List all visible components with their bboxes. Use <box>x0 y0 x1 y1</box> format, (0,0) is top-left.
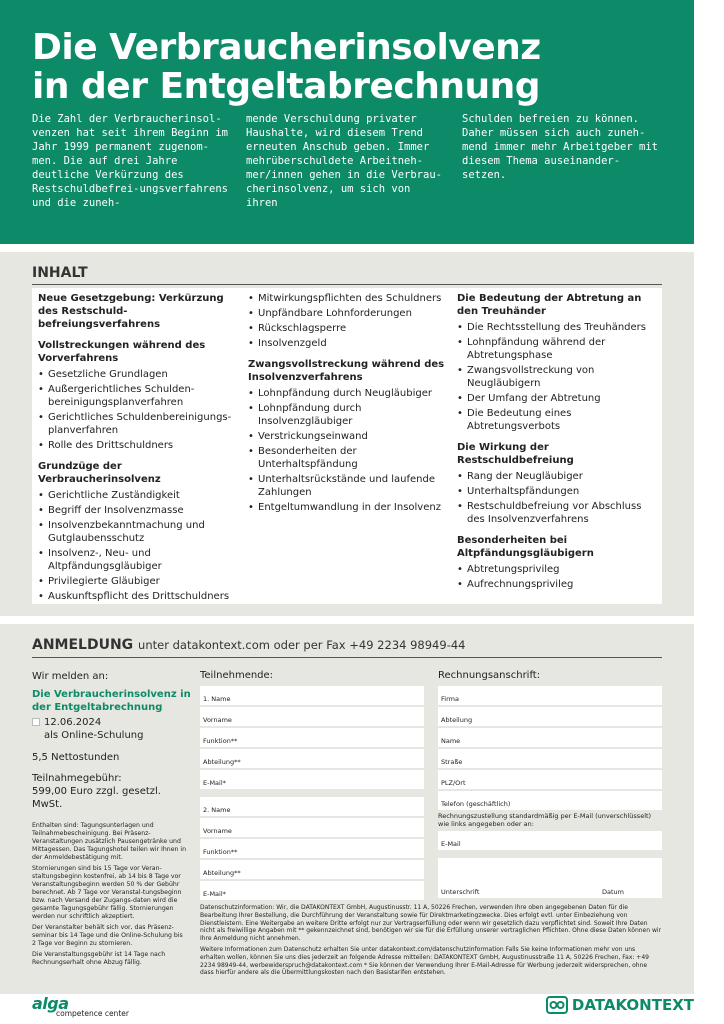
registration-section <box>0 624 694 994</box>
participant-2-name-field[interactable]: 2. Name <box>200 797 424 816</box>
contents-list-item: • Gerichtliches Schuldenbereinigungs-planverfahren <box>38 411 242 437</box>
contents-list-item: • Begriff der Insolvenzmasse <box>38 504 242 517</box>
contents-list-item: • Verstrickungseinwand <box>248 430 454 443</box>
participant-1-function-field[interactable]: Funktion** <box>200 728 424 747</box>
billing-email-note: Rechnungszustellung standardmäßig per E-Mail (unverschlüsselt) wie links angegeben oder an: <box>438 812 652 828</box>
privacy-paragraph: Datenschutzinformation: Wir, die DATAKONTEXT GmbH, Augustinusstr. 11 A, 50226 Frechen, verwenden Ihre oben angegebenen Daten für die Bearbeitung Ihrer Bestellung, die Durchführung der Veranstaltung sowie für Direktmarketingzwecke. Dies erfolgt evtl. unter Einbeziehung von Dienstleistern. Eine Weitergabe an weitere Dritte erfolgt nur zur Vertragserfüllung oder wenn wir gesetzlich dazu verpflichtet sind. Soweit Ihre Daten nicht als freiwillige Angaben mit ** gekennzeichnet sind, benötigen wir sie für die Erfüllung unserer vertraglichen Pflichten. Ohne diese Daten können wir Ihre Anmeldung nicht annehmen. <box>200 904 662 943</box>
contents-list-item: • Restschuldbefreiung vor Abschluss des Insolvenzverfahrens <box>457 500 657 526</box>
contents-column-1 <box>38 292 242 605</box>
participant-1-firstname-field[interactable]: Vorname <box>200 707 424 726</box>
contents-list-item: • Aufrechnungsprivileg <box>457 578 657 591</box>
contents-list-item: • Abtretungsprivileg <box>457 563 657 576</box>
registration-heading <box>32 637 465 653</box>
signature-label: Unterschrift <box>441 888 480 896</box>
participant-2-email-field[interactable]: E-Mail* <box>200 881 424 900</box>
intro-text-col-1: Die Zahl der Verbraucherinsol-venzen hat seit ihrem Beginn im Jahr 1999 permanent zugenom-men. Die auf drei Jahre deutliche Verkürzung des Restschuldbefrei-ungsverfahrens und die zuneh- <box>32 113 228 209</box>
contents-list-item: • Gesetzliche Grundlagen <box>38 368 242 381</box>
contents-heading: INHALT <box>32 265 88 281</box>
participants-label: Teilnehmende: <box>200 670 274 681</box>
billing-street-field[interactable]: Straße <box>438 749 662 768</box>
terms-smallprint <box>32 822 188 970</box>
course-date-option[interactable] <box>32 716 192 742</box>
alga-logo-subtitle: competence center <box>56 1009 129 1018</box>
contents-column-3 <box>457 292 657 593</box>
terms-paragraph: Enthalten sind: Tagungsunterlagen und Teilnahmebescheinigung. Bei Präsenz-Veranstaltungen zusätzlich Pausengetränke und Mittagessen. Das Tagungshotel teilen wir Ihnen in der Anmeldebestätigung mit. <box>32 822 187 861</box>
contents-section-heading: Grundzüge der Verbraucherinsolvenz <box>38 461 161 485</box>
datakontext-logo <box>546 996 694 1014</box>
signature-date-field[interactable] <box>438 858 662 898</box>
course-date: 12.06.2024 <box>44 717 102 728</box>
contents-list-item: • Unterhaltspfändungen <box>457 485 657 498</box>
course-hours: 5,5 Nettostunden <box>32 752 120 763</box>
participant-1-department-field[interactable]: Abteilung** <box>200 749 424 768</box>
billing-email-field[interactable]: E-Mail <box>438 831 662 850</box>
contents-column-2 <box>248 292 454 516</box>
terms-paragraph: Stornierungen sind bis 15 Tage vor Veran-staltungsbeginn kostenfrei, ab 14 bis 8 Tage vor Veranstaltungsbeginn werden 50 % der Gebühr berechnet. Ab 7 Tage vor Veranstal-tungsbeginn bzw. nach Versand der Zugangs-daten wird die gesamte Tagungsgebühr fällig. Stornierungen werden nur schriftlich akzeptiert. <box>32 865 182 920</box>
registration-title: ANMELDUNG <box>32 637 134 653</box>
fee-label: Teilnahmegebühr: <box>32 773 122 784</box>
contents-divider <box>32 284 662 285</box>
contents-list-item: • Rolle des Drittschuldners <box>38 439 242 452</box>
title-line-1: Die Verbraucherinsolvenz <box>32 27 541 68</box>
datakontext-logo-text: DATAKONTEXT <box>571 996 694 1014</box>
datakontext-mark-icon <box>546 996 568 1014</box>
contents-list-item: • Der Umfang der Abtretung <box>457 392 657 405</box>
participant-1-name-field[interactable]: 1. Name <box>200 686 424 705</box>
contents-list-item: • Lohnpfändung während der Abtretungsphase <box>457 336 657 362</box>
footer <box>0 994 724 1024</box>
date-checkbox[interactable] <box>32 718 40 726</box>
contents-section-heading: Zwangsvollstreckung während des Insolvenzverfahrens <box>248 359 445 383</box>
contents-box <box>32 288 662 604</box>
contents-list-item: • Die Bedeutung eines Abtretungsverbots <box>457 407 657 433</box>
contents-list-item: • Mitwirkungspflichten des Schuldners <box>248 292 454 305</box>
contents-list-item: • Die Rechtsstellung des Treuhänders <box>457 321 657 334</box>
billing-label: Rechnungsanschrift: <box>438 670 541 681</box>
terms-paragraph: Der Veranstalter behält sich vor, das Präsenz-seminar bis 14 Tage und die Online-Schulung bis 2 Tage vor Beginn zu stornieren. <box>32 924 183 947</box>
contents-list-item: • Privilegierte Gläubiger <box>38 575 242 588</box>
contents-list-item: • Gerichtliche Zuständigkeit <box>38 489 242 502</box>
contents-list-item: • Unpfändbare Lohnforderungen <box>248 307 454 320</box>
registration-subtitle: unter datakontext.com oder per Fax +49 2234 98949-44 <box>138 638 466 652</box>
contents-list-item: • Lohnpfändung durch Insolvenzgläubiger <box>248 402 454 428</box>
contents-section-heading: Neue Gesetzgebung: Verkürzung des Restschuld-befreiungsverfahrens <box>38 293 224 330</box>
contents-list-item: • Zwangsvollstreckung von Neugläubigern <box>457 364 657 390</box>
billing-form <box>438 670 662 900</box>
participant-2-function-field[interactable]: Funktion** <box>200 839 424 858</box>
contents-list-item: • Auskunftspflicht des Drittschuldners <box>38 590 242 603</box>
header-banner <box>0 0 694 244</box>
billing-zip-city-field[interactable]: PLZ/Ort <box>438 770 662 789</box>
privacy-paragraph: Weitere Informationen zum Datenschutz erhalten Sie unter datakontext.com/datenschutzinformation Falls Sie keine Informationen mehr von uns erhalten wollen, können Sie uns dies jederzeit an folgende Adresse mitteilen: DATAKONTEXT GmbH, Augustinusstraße 11 A, 50226 Frechen, Fax: +49 2234 98949-44, werbewiderspruch@datakontext.com * Sie können der Verwendung Ihrer E-Mail-Adresse für Werbung jederzeit widersprechen, ohne dass hierfür andere als die Übermittlungskosten nach den Basistarifen entstehen. <box>200 945 649 977</box>
contents-list-item: • Insolvenz-, Neu- und Altpfändungsgläubiger <box>38 547 242 573</box>
contents-section <box>0 252 694 616</box>
billing-department-field[interactable]: Abteilung <box>438 707 662 726</box>
participants-form <box>200 670 424 902</box>
billing-name-field[interactable]: Name <box>438 728 662 747</box>
contents-list-item: • Rang der Neugläubiger <box>457 470 657 483</box>
contents-list-item: • Insolvenzgeld <box>248 337 454 350</box>
alga-logo <box>32 994 129 1018</box>
contents-list-item: • Insolvenzbekanntmachung und Gutglaubensschutz <box>38 519 242 545</box>
registration-divider <box>32 657 662 658</box>
course-title: Die Verbraucherinsolvenz in der Entgeltabrechnung <box>32 689 191 713</box>
register-label: Wir melden an: <box>32 671 109 682</box>
contents-list-item: • Unterhaltsrückstände und laufende Zahlungen <box>248 473 454 499</box>
contents-section-heading: Die Bedeutung der Abtretung an den Treuhänder <box>457 293 642 317</box>
terms-paragraph: Die Veranstaltungsgebühr ist 14 Tage nach Rechnungserhalt ohne Abzug fällig. <box>32 951 166 966</box>
page-title <box>32 28 541 106</box>
contents-section-heading: Vollstreckungen während des Vorverfahrens <box>38 340 206 364</box>
course-mode: als Online-Schulung <box>44 730 144 741</box>
contents-list-item: • Lohnpfändung durch Neugläubiger <box>248 387 454 400</box>
contents-section-heading: Besonderheiten bei Altpfändungsgläubigern <box>457 535 594 559</box>
date-label: Datum <box>602 888 624 896</box>
contents-list-item: • Entgeltumwandlung in der Insolvenz <box>248 501 454 514</box>
contents-list-item: • Rückschlagsperre <box>248 322 454 335</box>
contents-section-heading: Die Wirkung der Restschuldbefreiung <box>457 442 574 466</box>
title-line-2: in der Entgeltabrechnung <box>32 66 540 107</box>
billing-phone-field[interactable]: Telefon (geschäftlich) <box>438 791 662 810</box>
participant-2-firstname-field[interactable]: Vorname <box>200 818 424 837</box>
intro-text-col-3: Schulden befreien zu können. Daher müssen sich auch zuneh-mend immer mehr Arbeitgeber mit diesem Thema auseinander-setzen. <box>462 113 658 181</box>
billing-company-field[interactable]: Firma <box>438 686 662 705</box>
participant-1-email-field[interactable]: E-Mail* <box>200 770 424 789</box>
contents-list-item: • Besonderheiten der Unterhaltspfändung <box>248 445 454 471</box>
contents-list-item: • Außergerichtliches Schulden-bereinigungsplanverfahren <box>38 383 242 409</box>
participant-2-department-field[interactable]: Abteilung** <box>200 860 424 879</box>
course-summary <box>32 670 192 811</box>
fee-value: 599,00 Euro zzgl. gesetzl. MwSt. <box>32 786 161 810</box>
intro-text-col-2: mende Verschuldung privater Haushalte, wird diesem Trend erneuten Anschub geben. Immer mehrüberschuldete Arbeitneh-mer/innen gehen in die Verbrau-cherinsolvenz, um sich von ihren <box>246 113 442 209</box>
privacy-notice <box>200 904 662 980</box>
alga-logo-text: alga <box>32 994 69 1013</box>
